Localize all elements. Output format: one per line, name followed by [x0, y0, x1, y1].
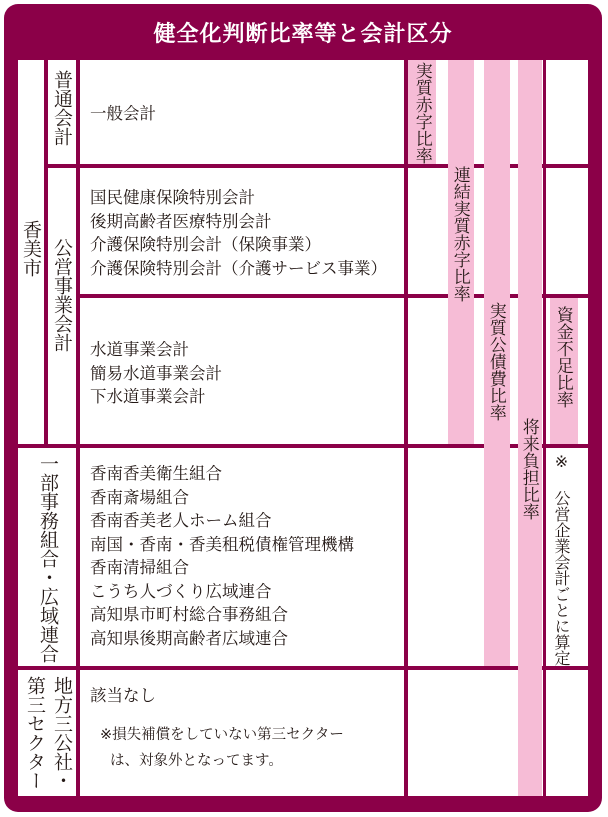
- label-shorai: 将来負担比率: [518, 418, 539, 520]
- account-list-tokubetsu: [90, 186, 387, 280]
- note-shikin: ※ 公営企業会計ごとに算定: [552, 452, 571, 666]
- group-cell-daisan: [18, 670, 76, 796]
- account-name: 下水道事業会計: [90, 387, 206, 406]
- subgroup-cell-koei: [48, 168, 76, 444]
- daisan-note-line: は、対象外となってます。: [110, 753, 283, 769]
- account-name: 香南清掃組合: [90, 558, 189, 577]
- daisan-note: [100, 722, 344, 774]
- account-name: 香南香美老人ホーム組合: [90, 511, 272, 530]
- account-name: 南国・香南・香美租税債権管理機構: [90, 534, 354, 554]
- group-label-kami: 香美市: [19, 220, 42, 277]
- label-renketsu: 連結実質赤字比率: [449, 166, 470, 302]
- group-label-ichibu: 一部事務組合・広域連合: [36, 454, 59, 663]
- ratio-col-1: [408, 60, 444, 796]
- account-name: 国民健康保険特別会計: [90, 188, 255, 207]
- row-divider: [408, 666, 588, 670]
- account-list-kumiai: [90, 462, 354, 650]
- account-name: 簡易水道事業会計: [90, 363, 222, 383]
- row-cell-jigyo: [80, 298, 404, 444]
- account-name: 香南香美衛生組合: [90, 464, 222, 483]
- account-name: こうち人づくり広域連合: [90, 581, 272, 601]
- account-name: 一般会計: [90, 104, 156, 123]
- row-cell-tokubetsu: [80, 168, 404, 294]
- row-cell-daisan: [80, 670, 404, 796]
- account-name: 高知県後期高齢者広域連合: [90, 628, 288, 648]
- label-jisshitsu-akaji: 実質赤字比率: [411, 62, 432, 164]
- account-list-jigyo: [90, 338, 222, 409]
- account-name: 介護保険特別会計（介護サービス事業）: [90, 258, 387, 278]
- group-label-daisan-a: 地方三公社・: [50, 676, 73, 790]
- row-cell-ippan: [80, 60, 404, 164]
- group-label-daisan-b: 第三セクター: [23, 676, 46, 790]
- account-name: 高知県市町村総合事務組合: [90, 605, 288, 624]
- account-list-ippan: [90, 102, 156, 126]
- account-name: 香南斎場組合: [90, 487, 189, 507]
- account-name: 介護保険特別会計（保険事業）: [90, 235, 321, 254]
- subgroup-cell-futsu: [48, 60, 76, 164]
- subgroup-label-futsu: 普通会計: [50, 70, 73, 146]
- label-kosai: 実質公債費比率: [485, 302, 506, 421]
- label-shikin: 資金不足比率: [552, 306, 573, 408]
- account-name-daisan: 該当なし: [90, 686, 156, 705]
- daisan-note-line: ※損失補償をしていない第三セクター: [100, 727, 344, 743]
- col-divider: [543, 60, 546, 796]
- account-name: 水道事業会計: [90, 340, 189, 359]
- group-cell-kami: [18, 60, 44, 444]
- group-cell-ichibu: [18, 448, 76, 666]
- row-cell-kumiai: [80, 448, 404, 666]
- table-title: 健全化判断比率等と会計区分: [153, 21, 453, 47]
- account-name: 後期高齢者医療特別会計: [90, 211, 272, 231]
- subgroup-label-koei: 公営事業会計: [50, 238, 73, 352]
